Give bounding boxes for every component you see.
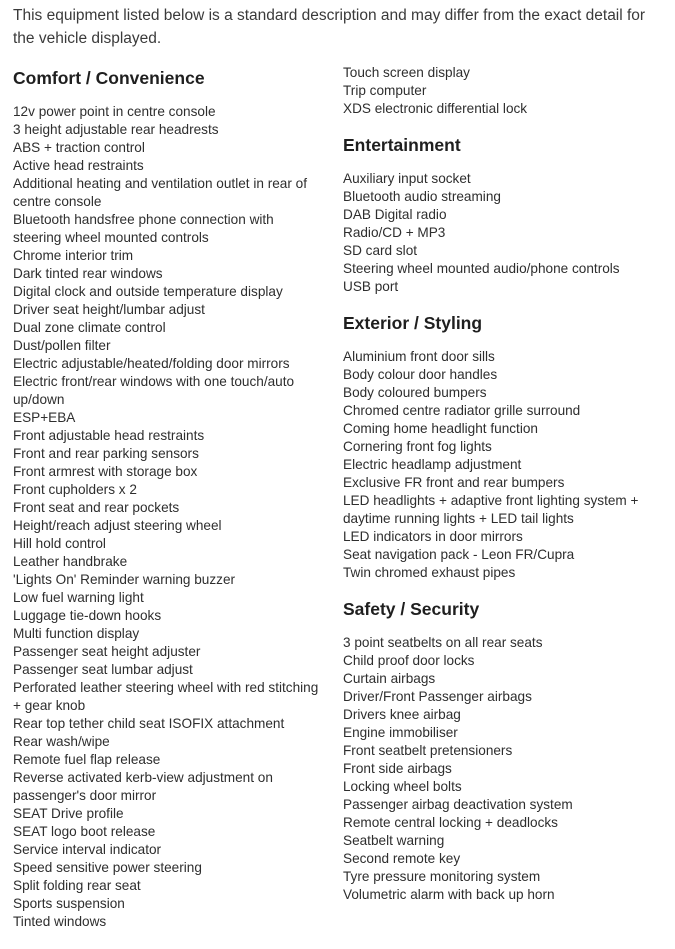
equipment-item: Front seat and rear pockets [13,500,180,515]
equipment-item: Tyre pressure monitoring system [343,869,541,884]
equipment-item: Perforated leather steering wheel with red stitching + gear knob [13,680,319,713]
entertainment-title: Entertainment [343,135,461,155]
equipment-item: Curtain airbags [343,671,436,686]
equipment-item: Touch screen display [343,65,470,80]
equipment-item: 'Lights On' Reminder warning buzzer [13,572,236,587]
equipment-item: Remote fuel flap release [13,752,161,767]
equipment-item: 3 point seatbelts on all rear seats [343,635,543,650]
equipment-item: Exclusive FR front and rear bumpers [343,475,565,490]
equipment-item: Coming home headlight function [343,421,538,436]
comfort-section [13,66,331,931]
equipment-item: Volumetric alarm with back up horn [343,887,555,902]
disclaimer-text: This equipment listed below is a standard description and may differ from the exact detail for the vehicle displayed. [13,7,646,47]
equipment-item: SD card slot [343,243,418,258]
equipment-item: Service interval indicator [13,842,162,857]
exterior-list [343,348,663,582]
equipment-item: Passenger airbag deactivation system [343,797,573,812]
equipment-item: Seat navigation pack - Leon FR/Cupra [343,547,575,562]
equipment-item: Front side airbags [343,761,452,776]
left-column [13,66,331,931]
equipment-item: Auxiliary input socket [343,171,471,186]
entertainment-list [343,170,663,296]
safety-list [343,634,663,904]
right-column [343,64,663,904]
equipment-item: Dual zone climate control [13,320,166,335]
equipment-item: Front cupholders x 2 [13,482,137,497]
equipment-item: Drivers knee airbag [343,707,461,722]
equipment-item: Multi function display [13,626,140,641]
equipment-item: Bluetooth handsfree phone connection with steering wheel mounted controls [13,212,274,245]
equipment-item: Chrome interior trim [13,248,134,263]
equipment-item: Active head restraints [13,158,144,173]
equipment-item: Electric headlamp adjustment [343,457,522,472]
equipment-item: Digital clock and outside temperature display [13,284,283,299]
equipment-item: Trip computer [343,83,427,98]
equipment-item: Second remote key [343,851,461,866]
equipment-item: SEAT Drive profile [13,806,124,821]
equipment-item: Tinted windows [13,914,107,929]
equipment-item: Electric adjustable/heated/folding door mirrors [13,356,290,371]
equipment-item: Leather handbrake [13,554,128,569]
exterior-section [343,311,663,582]
equipment-item: Electric front/rear windows with one touch/auto up/down [13,374,295,407]
equipment-item: Sports suspension [13,896,125,911]
equipment-item: Rear wash/wipe [13,734,110,749]
equipment-item: Passenger seat height adjuster [13,644,201,659]
equipment-item: Driver seat height/lumbar adjust [13,302,205,317]
safety-section [343,597,663,904]
comfort-continued-section [343,64,663,118]
equipment-item: Speed sensitive power steering [13,860,202,875]
equipment-item: Cornering front fog lights [343,439,492,454]
equipment-item: Aluminium front door sills [343,349,495,364]
equipment-item: Reverse activated kerb-view adjustment on passenger's door mirror [13,770,273,803]
equipment-item: Passenger seat lumbar adjust [13,662,193,677]
equipment-item: Bluetooth audio streaming [343,189,501,204]
equipment-item: 12v power point in centre console [13,104,216,119]
equipment-item: Body coloured bumpers [343,385,487,400]
equipment-item: Steering wheel mounted audio/phone controls [343,261,620,276]
equipment-item: ESP+EBA [13,410,76,425]
equipment-item: LED headlights + adaptive front lighting system + daytime running lights + LED tail lights [343,493,639,526]
equipment-item: Child proof door locks [343,653,475,668]
equipment-item: Front armrest with storage box [13,464,198,479]
equipment-item: Height/reach adjust steering wheel [13,518,222,533]
equipment-item: 3 height adjustable rear headrests [13,122,219,137]
equipment-item: Additional heating and ventilation outlet in rear of centre console [13,176,307,209]
equipment-item: Radio/CD + MP3 [343,225,446,240]
comfort-continued-list [343,64,663,118]
equipment-item: Engine immobiliser [343,725,458,740]
equipment-item: XDS electronic differential lock [343,101,528,116]
equipment-item: SEAT logo boot release [13,824,156,839]
equipment-item: Dark tinted rear windows [13,266,163,281]
equipment-item: Rear top tether child seat ISOFIX attachment [13,716,285,731]
equipment-item: Body colour door handles [343,367,498,382]
equipment-item: Front adjustable head restraints [13,428,205,443]
safety-title: Safety / Security [343,599,480,619]
equipment-item: Dust/pollen filter [13,338,111,353]
comfort-list [13,103,331,931]
equipment-item: ABS + traction control [13,140,145,155]
equipment-item: Twin chromed exhaust pipes [343,565,516,580]
equipment-item: Seatbelt warning [343,833,445,848]
equipment-item: USB port [343,279,399,294]
equipment-item: Chromed centre radiator grille surround [343,403,581,418]
equipment-item: Driver/Front Passenger airbags [343,689,532,704]
equipment-item: LED indicators in door mirrors [343,529,523,544]
equipment-item: Low fuel warning light [13,590,144,605]
entertainment-section [343,133,663,296]
equipment-item: Front and rear parking sensors [13,446,199,461]
equipment-item: Split folding rear seat [13,878,141,893]
equipment-item: Hill hold control [13,536,106,551]
equipment-item: DAB Digital radio [343,207,447,222]
equipment-item: Front seatbelt pretensioners [343,743,513,758]
equipment-item: Remote central locking + deadlocks [343,815,558,830]
equipment-item: Locking wheel bolts [343,779,462,794]
exterior-title: Exterior / Styling [343,313,483,333]
equipment-item: Luggage tie-down hooks [13,608,162,623]
comfort-title: Comfort / Convenience [13,68,205,88]
